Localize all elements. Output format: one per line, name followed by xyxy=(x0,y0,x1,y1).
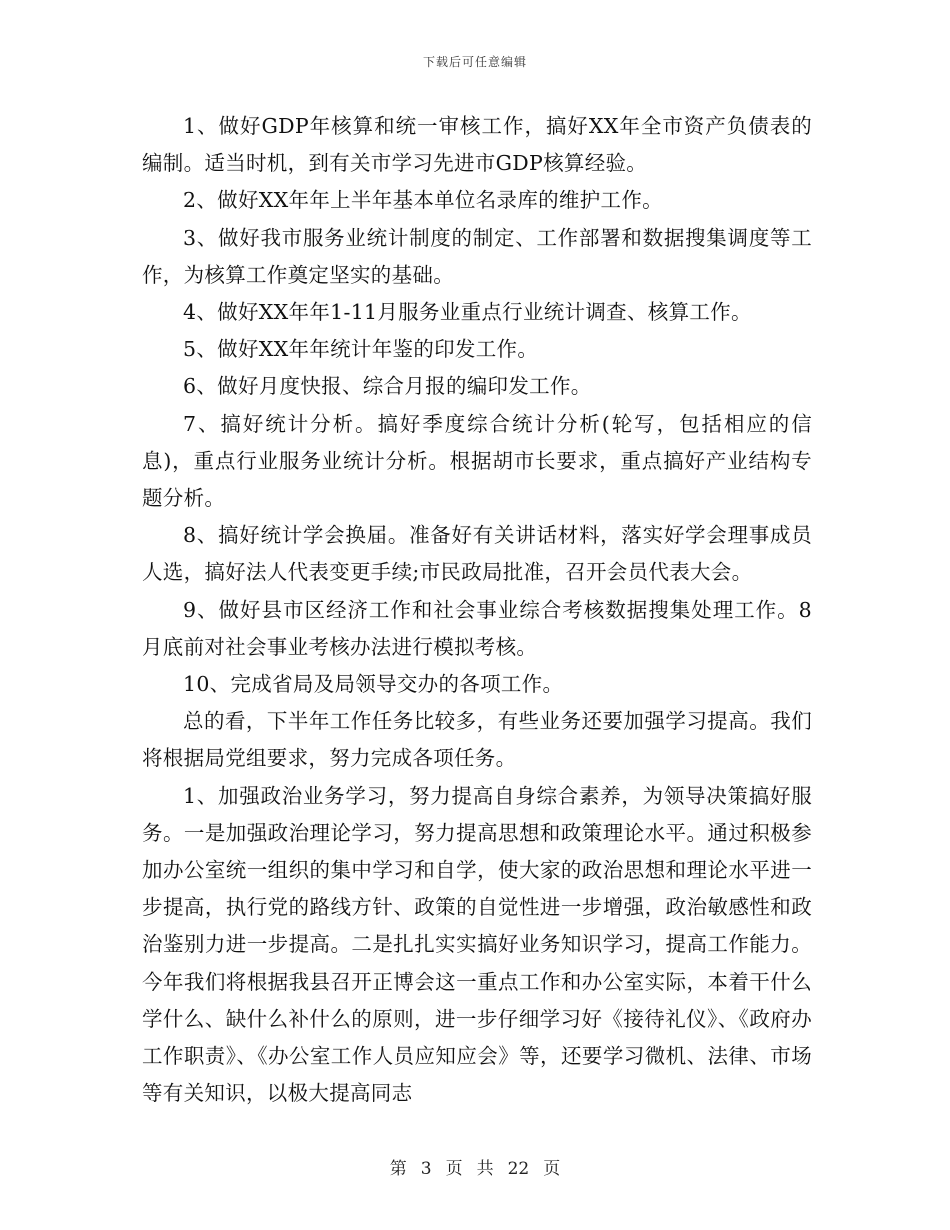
paragraph: 1、加强政治业务学习，努力提高自身综合素养，为领导决策搞好服务。一是加强政治理论学习，努力提高思想和政策理论水平。通过积极参加办公室统一组织的集中学习和自学，使大家的政治思想和理论水平进一步提高，执行党的路线方针、政策的自觉性进一步增强，政治敏感性和政治鉴别力进一步提高。二是扎扎实实搞好业务知识学习，提高工作能力。今年我们将根据我县召开正博会这一重点工作和办公室实际，本着干什么学什么、缺什么补什么的原则，进一步仔细学习好《接待礼仪》、《政府办工作职责》、《办公室工作人员应知应会》等，还要学习微机、法律、市场等有关知识，以极大提高同志 xyxy=(142,783,812,1106)
paragraph: 4、做好XX年年1-11月服务业重点行业统计调查、核算工作。 xyxy=(183,300,752,325)
paragraph: 7、搞好统计分析。搞好季度综合统计分析(轮写，包括相应的信息)，重点行业服务业统计分析。根据胡市长要求，重点搞好产业结构专题分析。 xyxy=(142,411,812,511)
paragraph: 2、做好XX年年上半年基本单位名录库的维护工作。 xyxy=(183,188,663,213)
current-page-number: 3 xyxy=(420,1159,432,1179)
paragraph: 5、做好XX年年统计年鉴的印发工作。 xyxy=(183,337,539,362)
document-body xyxy=(142,108,812,1112)
total-pages-number: 22 xyxy=(507,1159,530,1179)
paragraph: 3、做好我市服务业统计制度的制定、工作部署和数据搜集调度等工作，为核算工作奠定坚实的基础。 xyxy=(142,225,812,287)
paragraph: 总的看，下半年工作任务比较多，有些业务还要加强学习提高。我们将根据局党组要求，努力完成各项任务。 xyxy=(142,709,812,771)
footer-ye: 页 xyxy=(445,1159,463,1179)
paragraph: 9、做好县市区经济工作和社会事业综合考核数据搜集处理工作。8月底前对社会事业考核办法进行模拟考核。 xyxy=(142,597,812,659)
footer-gong: 共 xyxy=(476,1159,494,1179)
paragraph: 1、做好GDP年核算和统一审核工作，搞好XX年全市资产负债表的编制。适当时机，到有关市学习先进市GDP核算经验。 xyxy=(142,114,812,176)
page-header-note: 下载后可任意编辑 xyxy=(422,55,527,69)
footer-ye: 页 xyxy=(543,1159,561,1179)
paragraph: 10、完成省局及局领导交办的各项工作。 xyxy=(183,672,564,697)
paragraph: 6、做好月度快报、综合月报的编印发工作。 xyxy=(183,374,592,399)
paragraph: 8、搞好统计学会换届。准备好有关讲话材料，落实好学会理事成员人选，搞好法人代表变更手续;市民政局批准，召开会员代表大会。 xyxy=(142,523,812,585)
page-footer xyxy=(0,1154,950,1179)
footer-di: 第 xyxy=(389,1159,407,1179)
